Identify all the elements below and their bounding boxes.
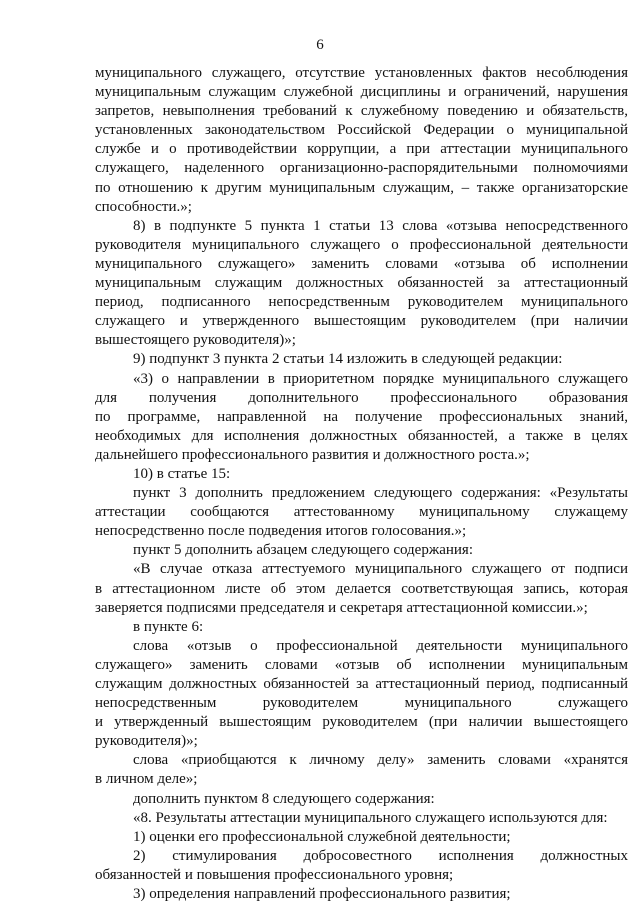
text-line: вышестоящего руководителя)»; [95, 332, 296, 349]
text-line: служащим должностных обязанностей за аттестационный период, подписанный [95, 676, 628, 692]
text-line: 9) подпункт 3 пункта 2 статьи 14 изложить в следующей редакции: [133, 351, 563, 368]
text-line: для получения дополнительного профессионального образования [95, 389, 628, 406]
text-line: «3) о направлении в приоритетном порядке муниципального служащего [133, 370, 628, 387]
text-line: аттестации сообщаются аттестованному муниципальному служащему [95, 504, 628, 521]
text-line: в пункте 6: [133, 618, 204, 635]
text-line: пункт 3 дополнить предложением следующего содержания: «Результаты [133, 485, 628, 502]
text-line: руководителя муниципального служащего о профессиональной деятельности [95, 236, 628, 253]
text-line: и утвержденный вышестоящим руководителем (при наличии вышестоящего [95, 714, 628, 731]
page-number: 6 [316, 37, 324, 53]
text-line: слова «отзыв о профессиональной деятельности муниципального [133, 637, 628, 654]
text-line: дальнейшего профессионального развития и должностного роста.»; [95, 446, 530, 463]
text-line: служащего» заменить словами «отзыв об исполнении муниципальным [95, 656, 628, 673]
text-line: руководителя)»; [95, 733, 198, 750]
text-line: 1) оценки его профессиональной служебной деятельности; [133, 828, 511, 845]
text-line: непосредственно после подведения итогов голосования.»; [95, 523, 467, 540]
text-line: служащего и утвержденного вышестоящим руководителем (при наличии [95, 313, 628, 330]
text-line: непосредственным руководителем муниципального служащего [95, 695, 628, 712]
document-body [95, 64, 628, 904]
text-line: службе и о противодействии коррупции, а при аттестации муниципального [95, 141, 628, 158]
text-line: дополнить пунктом 8 следующего содержания: [133, 790, 435, 807]
text-line: «8. Результаты аттестации муниципального служащего используются для: [133, 809, 608, 826]
text-line: установленных законодательством Российской Федерации о муниципальной [95, 122, 628, 139]
text-line: муниципальным служащим служебной дисциплины и ограничений, нарушения [95, 84, 628, 101]
text-line: муниципального служащего, отсутствие установленных фактов несоблюдения [95, 65, 628, 81]
text-line: муниципального служащего» заменить словами «отзыва об исполнении [95, 255, 628, 272]
text-line: в личном деле»; [95, 771, 198, 788]
text-line: слова «приобщаются к личному делу» заменить словами «хранятся [133, 752, 628, 769]
text-line: 8) в подпункте 5 пункта 1 статьи 13 слова «отзыва непосредственного [133, 217, 628, 234]
text-line: по программе, направленной на получение профессиональных знаний, [95, 408, 628, 425]
text-line: 2) стимулирования добросовестного исполнения должностных [133, 847, 628, 864]
text-line: «В случае отказа аттестуемого муниципального служащего от подписи [133, 561, 628, 578]
text-line: заверяется подписями председателя и секретаря аттестационной комиссии.»; [95, 599, 588, 616]
text-line: в аттестационном листе об этом делается соответствующая запись, которая [95, 580, 628, 597]
text-line: пункт 5 дополнить абзацем следующего содержания: [133, 542, 473, 559]
text-line: необходимых для исполнения должностных обязанностей, а также в целях [95, 427, 628, 444]
text-line: запретов, невыполнения требований к служебному поведению и обязательств, [95, 103, 628, 120]
text-line: служащего, наделенного организационно-распорядительными полномочиями [95, 160, 628, 177]
text-line: 3) определения направлений профессионального развития; [133, 886, 511, 903]
text-line: по отношению к другим муниципальным служащим, – также организаторские [95, 179, 628, 196]
text-line: 10) в статье 15: [133, 465, 231, 482]
text-line: муниципальным служащим должностных обязанностей за аттестационный [95, 275, 628, 292]
text-line: период, подписанного непосредственным руководителем муниципального [95, 294, 628, 311]
text-line: обязанностей и повышения профессионального уровня; [95, 866, 454, 883]
text-line: способности.»; [95, 198, 192, 215]
